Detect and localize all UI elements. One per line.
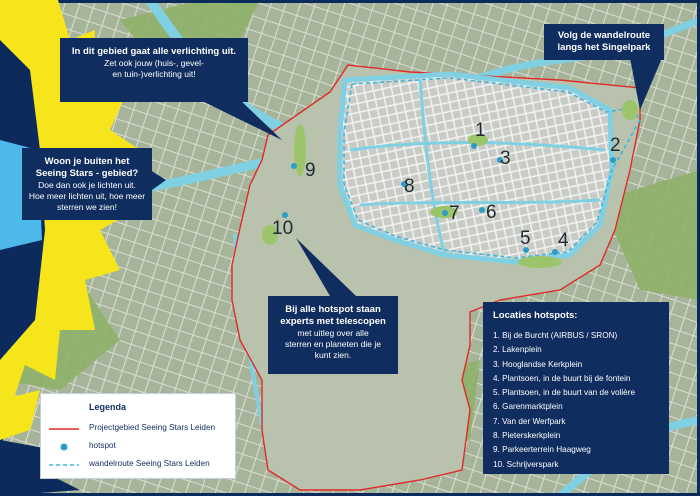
callout-walking-route [544, 24, 664, 60]
hotspot-label-7: 7 [449, 203, 460, 224]
hotspot-label-2: 2 [610, 135, 621, 156]
callout-experts-line3: kunt zien. [314, 350, 352, 360]
hotspot-label-5: 5 [520, 228, 531, 249]
hotspot-dot-icon [49, 440, 79, 454]
callout-outside-line3: sterren we zien! [57, 202, 117, 212]
callout-experts-line1: met uitleg over alle [297, 328, 369, 338]
legend-label-hotspot: hotspot [89, 441, 116, 450]
project-border-line-icon [49, 422, 79, 436]
location-item: 1. Bij de Burcht (AIRBUS / SRON) [493, 331, 618, 340]
legend-label-walking-route: wandelroute Seeing Stars Leiden [89, 459, 210, 468]
legend-title: Legenda [89, 402, 127, 412]
legend-label-project-area: Projectgebied Seeing Stars Leiden [89, 423, 216, 432]
location-item: 7. Van der Werfpark [493, 416, 566, 426]
location-item: 8. Pieterskerkplein [493, 431, 561, 441]
callout-experts-line2: sterren en planeten die je [285, 339, 381, 349]
hotspot-label-9: 9 [305, 160, 316, 181]
callout-route-title2: langs het Singelpark [557, 42, 651, 53]
hotspot-label-3: 3 [500, 148, 511, 169]
hotspot-label-10: 10 [272, 218, 294, 239]
callout-lights-title: In dit gebied gaat alle verlichting uit. [71, 46, 237, 57]
locations-heading: Locaties hotspots: [493, 310, 578, 321]
location-item: 5. Plantsoen, in de buurt van de volière [493, 388, 636, 398]
location-item: 3. Hooglandse Kerkplein [493, 359, 583, 369]
map-legend [40, 393, 236, 479]
callout-outside-line2: Hoe meer lichten uit, hoe meer [28, 191, 146, 201]
callout-experts-title1: Bij alle hotspot staan [285, 304, 381, 315]
legend-row-walking-route [49, 458, 233, 472]
walking-route-line-icon [49, 458, 79, 472]
callout-lights-off [60, 38, 248, 102]
legend-row-hotspot [49, 440, 233, 454]
hotspot-label-1: 1 [475, 120, 486, 141]
callout-outside-title1: Woon je buiten het [44, 156, 130, 167]
location-item: 4. Plantsoen, in de buurt bij de fontein [493, 373, 631, 383]
callout-route-title1: Volg de wandelroute [557, 30, 651, 41]
hotspot-label-4: 4 [558, 230, 569, 251]
hotspot-locations-panel [483, 302, 669, 474]
hotspot-label-8: 8 [404, 176, 415, 197]
location-item: 6. Garenmarktplein [493, 402, 563, 412]
location-item: 2. Lakenplein [493, 345, 542, 355]
legend-row-project-area [49, 422, 233, 436]
callout-experts [268, 296, 398, 374]
hotspot-label-6: 6 [486, 202, 497, 223]
callout-experts-title2: experts met telescopen [280, 316, 386, 327]
callout-outside-title2: Seeing Stars - gebied? [35, 168, 139, 179]
location-item: 10. Schrijverspark [493, 459, 559, 469]
callout-lights-line2: en tuin-)verlichting uit! [112, 69, 196, 79]
callout-outside-line1: Doe dan ook je lichten uit. [38, 180, 136, 190]
callout-outside-area [22, 148, 152, 220]
locations-list [493, 329, 659, 472]
callout-lights-line1: Zet ook jouw (huis-, gevel- [104, 58, 204, 68]
location-item: 9. Parkeerterrein Haagweg [493, 445, 591, 455]
